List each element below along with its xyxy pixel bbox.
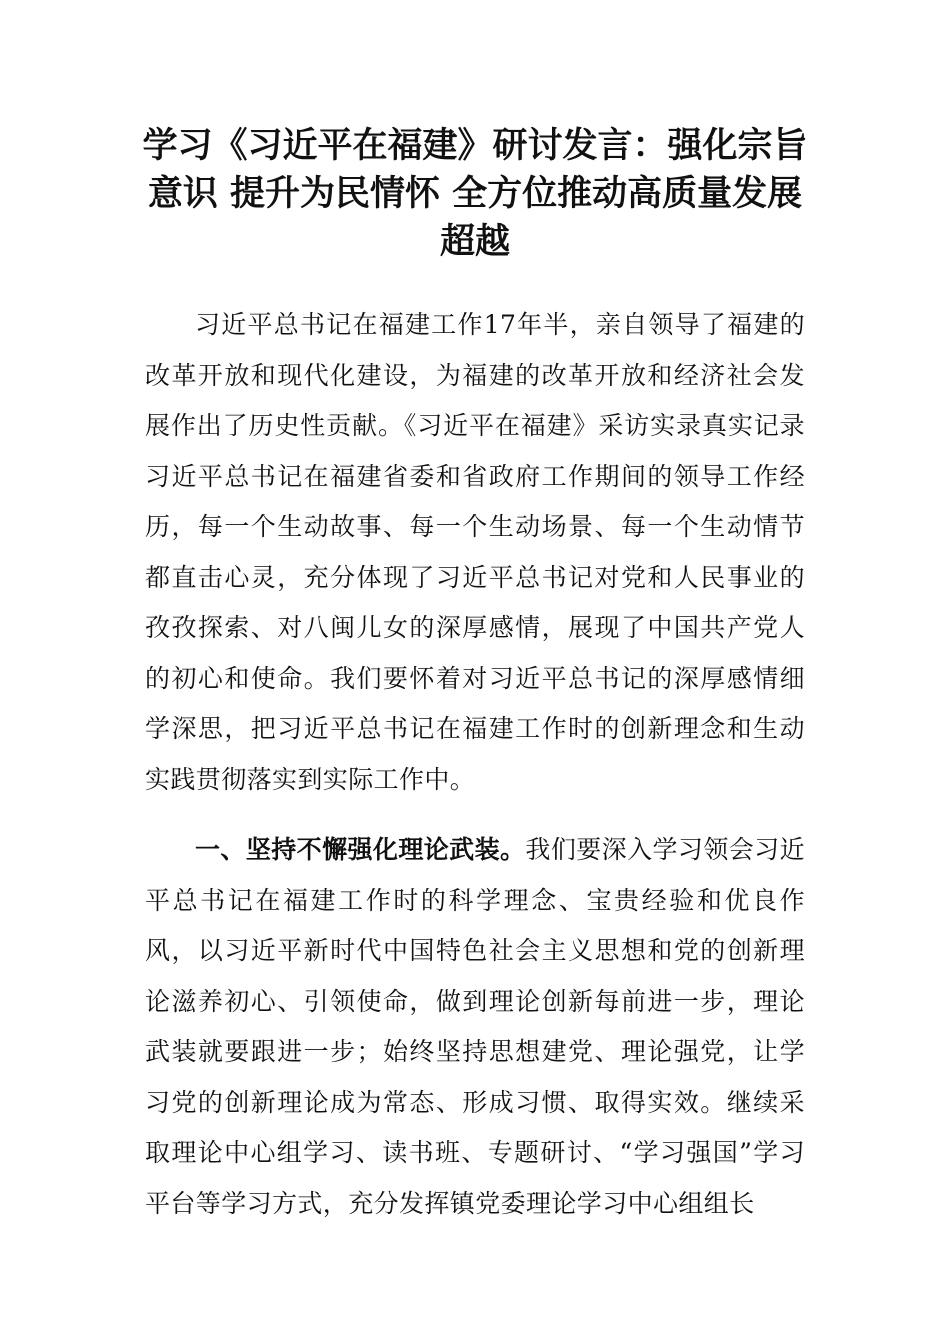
paragraph-intro (145, 300, 805, 805)
document-body (145, 300, 805, 1229)
paragraph-lead: 一、坚持不懈强化理论武装。 (195, 835, 526, 864)
document-title: 学习《习近平在福建》研讨发言：强化宗旨意识 提升为民情怀 全方位推动高质量发展超越 (142, 125, 808, 262)
paragraph-text: 习近平总书记在福建工作17年半，亲自领导了福建的改革开放和现代化建设，为福建的改革开放和经济社会发展作出了历史性贡献。《习近平在福建》采访实录真实记录习近平总书记在福建省委和省政府工作期间的领导工作经历，每一个生动故事、每一个生动场景、每一个生动情节都直击心灵，充分体现了习近平总书记对党和人民事业的孜孜探索、对八闽儿女的深厚感情，展现了中国共产党人的初心和使命。我们要怀着对习近平总书记的深厚感情细学深思，把习近平总书记在福建工作时的创新理念和生动实践贯彻落实到实际工作中。 (145, 310, 805, 794)
paragraph-section-1 (145, 825, 805, 1229)
paragraph-text: 我们要深入学习领会习近平总书记在福建工作时的科学理念、宝贵经验和优良作风，以习近平新时代中国特色社会主义思想和党的创新理论滋养初心、引领使命，做到理论创新每前进一步，理论武装就要跟进一步；始终坚持思想建党、理论强党，让学习党的创新理论成为常态、形成习惯、取得实效。继续采取理论中心组学习、读书班、专题研讨、“学习强国”学习平台等学习方式，充分发挥镇党委理论学习中心组组长 (145, 835, 805, 1218)
